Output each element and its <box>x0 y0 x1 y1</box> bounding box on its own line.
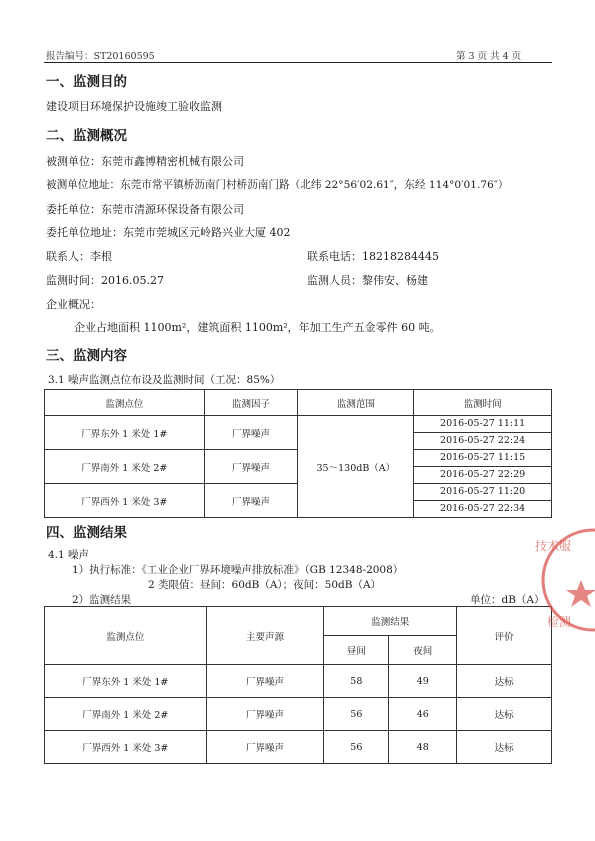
day-value: 56 <box>324 698 389 731</box>
execution-standard: 1）执行标准：《工业企业厂界环境噪声排放标准》（GB 12348-2008） <box>72 564 404 576</box>
section-title-overview: 二、监测概况 <box>46 128 127 144</box>
monitor-time: 监测时间：2016.05.27 <box>46 274 164 287</box>
header-evaluation: 评价 <box>457 607 552 665</box>
report-number: 报告编号：ST20160595 <box>46 51 155 62</box>
night-value: 49 <box>389 665 457 698</box>
header-day: 昼间 <box>324 636 389 665</box>
evaluation-cell: 达标 <box>457 665 552 698</box>
header-night: 夜间 <box>389 636 457 665</box>
red-seal-stamp <box>535 520 595 640</box>
table-row <box>45 731 552 764</box>
time-day: 2016-05-27 11:15 <box>414 450 551 467</box>
page-indicator: 第 3 页 共 4 页 <box>456 51 522 62</box>
contact-phone: 联系电话：18218284445 <box>307 250 439 263</box>
header-source: 主要声源 <box>206 607 324 665</box>
source-cell: 厂界噪声 <box>206 698 324 731</box>
evaluation-cell: 达标 <box>457 731 552 764</box>
table-header-row <box>45 390 552 416</box>
day-value: 58 <box>324 665 389 698</box>
factor-cell: 厂界噪声 <box>204 450 298 484</box>
time-cell <box>414 416 552 450</box>
source-cell: 厂界噪声 <box>206 731 324 764</box>
noise-subsection: 4.1 噪声 <box>48 549 90 561</box>
factor-cell: 厂界噪声 <box>204 484 298 518</box>
factor-cell: 厂界噪声 <box>204 416 298 450</box>
table-row <box>45 665 552 698</box>
client-unit-address: 委托单位地址：东莞市莞城区元岭路兴业大厦 402 <box>46 226 291 239</box>
results-label: 2）监测结果 <box>72 594 132 606</box>
point-cell: 厂界东外 1 米处 1# <box>45 416 205 450</box>
class-limits: 2 类限值：昼间：60dB（A）；夜间：50dB（A） <box>148 579 382 591</box>
point-cell: 厂界南外 1 米处 2# <box>45 698 207 731</box>
enterprise-text: 企业占地面积 1100m²，建筑面积 1100m²，年加工生产五金零件 60 吨。 <box>74 321 441 334</box>
monitor-staff: 监测人员：黎伟安、杨建 <box>307 274 428 287</box>
client-unit: 委托单位：东莞市清源环保设备有限公司 <box>46 203 244 216</box>
section-title-content: 三、监测内容 <box>46 348 127 364</box>
night-value: 48 <box>389 731 457 764</box>
table-header-row <box>45 607 552 636</box>
header-rule <box>44 62 552 63</box>
section-title-results: 四、监测结果 <box>46 525 127 541</box>
noise-layout-subtitle: 3.1 噪声监测点位布设及监测时间（工况：85%） <box>48 374 281 386</box>
point-cell: 厂界东外 1 米处 1# <box>45 665 207 698</box>
header-result: 监测结果 <box>324 607 457 636</box>
header-time: 监测时间 <box>414 390 552 416</box>
time-day: 2016-05-27 11:20 <box>414 484 551 501</box>
time-night: 2016-05-27 22:34 <box>440 503 526 514</box>
source-cell: 厂界噪声 <box>206 665 324 698</box>
evaluation-cell: 达标 <box>457 698 552 731</box>
day-value: 56 <box>324 731 389 764</box>
time-cell <box>414 450 552 484</box>
header-range: 监测范围 <box>298 390 414 416</box>
time-night: 2016-05-27 22:29 <box>440 469 526 480</box>
time-night: 2016-05-27 22:24 <box>440 435 526 446</box>
tested-unit: 被测单位：东莞市鑫博精密机械有限公司 <box>46 155 244 168</box>
stamp-text-top: 技术服 <box>535 539 572 553</box>
point-cell: 厂界西外 1 米处 3# <box>45 484 205 518</box>
header-point: 监测点位 <box>45 390 205 416</box>
contact-person: 联系人：李根 <box>46 250 112 263</box>
star-icon <box>566 580 595 607</box>
table-row <box>45 416 552 450</box>
range-cell: 35～130dB（A） <box>298 416 414 518</box>
header-point: 监测点位 <box>45 607 207 665</box>
enterprise-label: 企业概况： <box>46 298 101 311</box>
tested-unit-address: 被测单位地址：东莞市常平镇桥沥南门村桥沥南门路（北纬 22°56′02.61″，东经 114°0′01.76″） <box>46 179 509 191</box>
monitoring-schedule-table <box>44 389 552 518</box>
header-factor: 监测因子 <box>204 390 298 416</box>
time-day: 2016-05-27 11:11 <box>414 416 551 433</box>
night-value: 46 <box>389 698 457 731</box>
noise-results-table <box>44 606 552 764</box>
unit-label: 单位：dB（A） <box>470 594 545 606</box>
section-title-purpose: 一、监测目的 <box>46 74 127 90</box>
purpose-text: 建设项目环境保护设施竣工验收监测 <box>46 100 222 113</box>
stamp-text-bottom: 检测 <box>547 615 572 629</box>
time-cell <box>414 484 552 518</box>
point-cell: 厂界西外 1 米处 3# <box>45 731 207 764</box>
point-cell: 厂界南外 1 米处 2# <box>45 450 205 484</box>
table-row <box>45 698 552 731</box>
